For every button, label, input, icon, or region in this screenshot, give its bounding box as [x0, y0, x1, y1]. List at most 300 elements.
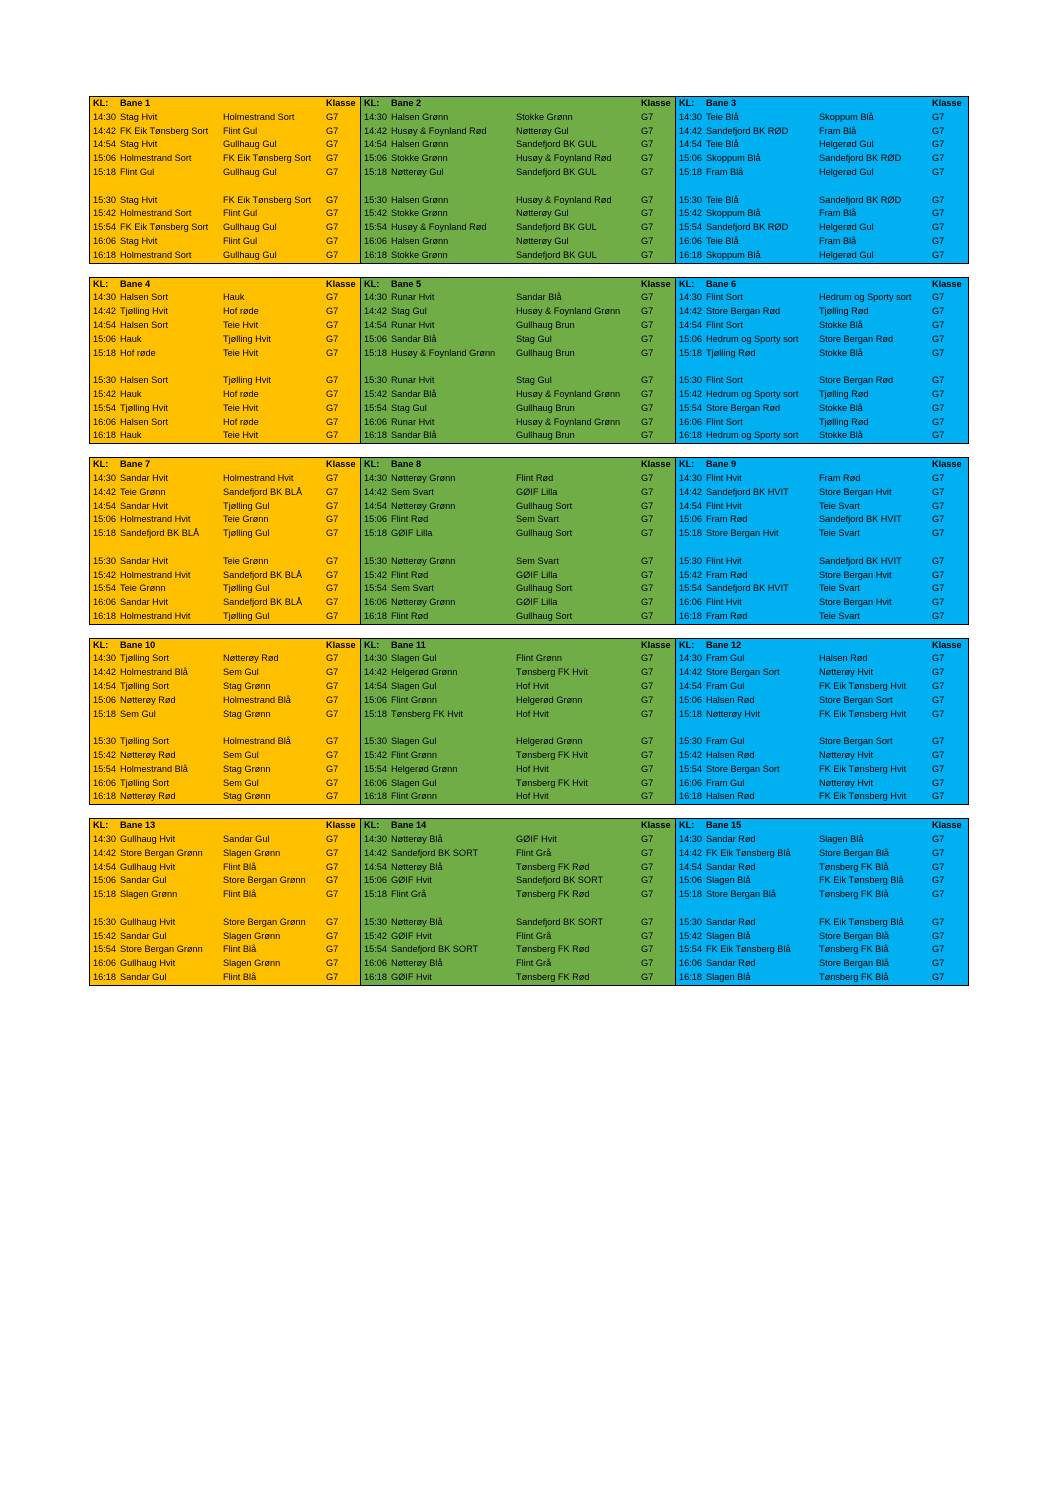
match-class: G7 [641, 972, 654, 983]
match-class: G7 [326, 500, 339, 511]
home-team: Husøy & Foynland Rød [391, 222, 487, 233]
match-row [676, 943, 968, 957]
match-time: 15:06 [679, 514, 702, 525]
away-team: Stokke Grønn [516, 111, 573, 122]
match-time: 14:42 [679, 306, 702, 317]
match-time: 14:42 [679, 667, 702, 678]
away-team: Sandefjord BK RØD [819, 153, 902, 164]
match-class: G7 [326, 750, 339, 761]
match-time: 14:54 [364, 861, 387, 872]
home-team: Nøtterøy Rød [120, 694, 176, 705]
match-row [90, 735, 360, 749]
time-header: KL: [364, 820, 380, 831]
match-time: 15:54 [679, 763, 702, 774]
away-team: Store Bergan Hvit [819, 569, 892, 580]
match-row [676, 472, 968, 486]
match-class: G7 [326, 153, 339, 164]
match-class: G7 [326, 139, 339, 150]
match-row [361, 930, 675, 944]
match-time: 16:06 [93, 958, 116, 969]
match-class: G7 [932, 597, 945, 608]
home-team: Slagen Blå [706, 972, 751, 983]
match-class: G7 [932, 930, 945, 941]
home-team: Hauk [120, 333, 142, 344]
match-row [676, 652, 968, 666]
match-time: 16:18 [93, 249, 116, 260]
match-class: G7 [641, 139, 654, 150]
match-class: G7 [326, 834, 339, 845]
round-gap [676, 180, 968, 194]
match-class: G7 [932, 125, 945, 136]
match-class: G7 [932, 667, 945, 678]
match-class: G7 [326, 235, 339, 246]
match-class: G7 [932, 375, 945, 386]
match-class: G7 [326, 861, 339, 872]
match-row [361, 971, 675, 985]
match-time: 15:42 [93, 569, 116, 580]
match-row [676, 694, 968, 708]
match-row [361, 777, 675, 791]
match-class: G7 [326, 388, 339, 399]
away-team: Sandar Blå [516, 292, 562, 303]
match-time: 15:42 [679, 208, 702, 219]
home-team: Fram Rød [706, 610, 748, 621]
class-header: Klasse [641, 459, 671, 470]
home-team: Sem Svart [391, 486, 434, 497]
match-class: G7 [641, 430, 654, 441]
match-class: G7 [641, 916, 654, 927]
home-team: Teie Blå [706, 111, 739, 122]
round-gap [361, 541, 675, 555]
away-team: Sandefjord BK GUL [516, 249, 597, 260]
match-class: G7 [641, 194, 654, 205]
match-class: G7 [932, 249, 945, 260]
match-class: G7 [932, 791, 945, 802]
match-time: 16:18 [93, 972, 116, 983]
court-column [675, 819, 968, 985]
away-team: Sandefjord BK HVIT [819, 555, 902, 566]
time-header: KL: [679, 820, 695, 831]
home-team: Slagen Gul [391, 777, 437, 788]
match-time: 15:18 [364, 708, 387, 719]
match-class: G7 [932, 834, 945, 845]
home-team: Holmestrand Sort [120, 208, 192, 219]
class-header: Klasse [641, 278, 671, 289]
match-row [676, 486, 968, 500]
match-class: G7 [932, 333, 945, 344]
home-team: Teie Grønn [120, 583, 166, 594]
home-team: Fram Rød [706, 569, 748, 580]
match-row [90, 971, 360, 985]
match-time: 15:30 [679, 194, 702, 205]
home-team: Sandar Rød [706, 916, 756, 927]
home-team: Tjølling Sort [120, 681, 170, 692]
match-class: G7 [932, 694, 945, 705]
match-time: 14:54 [93, 861, 116, 872]
match-class: G7 [932, 514, 945, 525]
away-team: Helgerød Gul [819, 249, 874, 260]
away-team: Husøy & Foynland Grønn [516, 388, 621, 399]
time-header: KL: [93, 98, 109, 108]
court-title: Bane 3 [706, 98, 737, 108]
home-team: Sandefjord BK HVIT [706, 486, 789, 497]
away-team: Fram Blå [819, 235, 857, 246]
away-team: Tønsberg FK Rød [516, 944, 590, 955]
match-time: 15:06 [364, 333, 387, 344]
match-row [676, 888, 968, 902]
match-time: 14:42 [93, 847, 116, 858]
match-row [676, 749, 968, 763]
match-row [90, 319, 360, 333]
home-team: Nøtterøy Grønn [391, 597, 456, 608]
match-time: 16:06 [364, 777, 387, 788]
match-time: 15:18 [679, 528, 702, 539]
away-team: Tjølling Gul [223, 610, 270, 621]
home-team: Teie Blå [706, 235, 739, 246]
away-team: Stokke Blå [819, 402, 863, 413]
match-class: G7 [932, 319, 945, 330]
away-team: Holmestrand Blå [223, 736, 291, 747]
match-time: 14:42 [364, 667, 387, 678]
home-team: Nøtterøy Blå [391, 958, 443, 969]
match-row [90, 749, 360, 763]
home-team: Sandar Blå [391, 388, 437, 399]
home-team: Teie Blå [706, 139, 739, 150]
match-class: G7 [932, 235, 945, 246]
match-row [90, 207, 360, 221]
match-class: G7 [932, 402, 945, 413]
match-class: G7 [641, 388, 654, 399]
match-class: G7 [932, 486, 945, 497]
match-time: 15:54 [364, 402, 387, 413]
home-team: Flint Hvit [706, 500, 742, 511]
match-time: 16:06 [93, 235, 116, 246]
match-row [676, 930, 968, 944]
away-team: Nøtterøy Gul [516, 235, 569, 246]
away-team: Holmestrand Sort [223, 111, 295, 122]
home-team: Flint Sort [706, 319, 743, 330]
match-class: G7 [326, 708, 339, 719]
home-team: Sandar Rød [706, 861, 756, 872]
away-team: Sandefjord BK SORT [516, 875, 604, 886]
away-team: Fram Blå [819, 208, 857, 219]
match-class: G7 [641, 125, 654, 136]
court-title: Bane 4 [120, 278, 151, 289]
home-team: Tjølling Hvit [120, 306, 168, 317]
match-row [361, 374, 675, 388]
home-team: Flint Sort [706, 375, 743, 386]
match-time: 16:18 [679, 972, 702, 983]
match-class: G7 [932, 958, 945, 969]
away-team: Teie Hvit [223, 430, 259, 441]
match-row [90, 194, 360, 208]
home-team: GØIF Hvit [391, 930, 432, 941]
match-time: 15:54 [364, 763, 387, 774]
away-team: Gullhaug Brun [516, 319, 575, 330]
match-class: G7 [932, 528, 945, 539]
court-header-row [676, 278, 968, 292]
court-title: Bane 1 [120, 98, 151, 108]
home-team: Slagen Blå [706, 930, 751, 941]
match-time: 14:30 [679, 834, 702, 845]
match-class: G7 [641, 597, 654, 608]
match-class: G7 [932, 111, 945, 122]
match-time: 15:54 [93, 402, 116, 413]
home-team: Helgerød Grønn [391, 763, 458, 774]
match-class: G7 [326, 875, 339, 886]
match-time: 15:06 [93, 694, 116, 705]
match-time: 16:06 [364, 235, 387, 246]
away-team: Store Bergan Blå [819, 847, 889, 858]
court-header-row [90, 97, 360, 111]
home-team: Gullhaug Hvit [120, 958, 176, 969]
match-time: 15:06 [364, 875, 387, 886]
match-row [90, 847, 360, 861]
court-column [675, 458, 968, 624]
match-time: 16:06 [93, 777, 116, 788]
home-team: Fram Gul [706, 681, 745, 692]
court-column [360, 97, 675, 263]
match-time: 14:54 [679, 319, 702, 330]
match-time: 15:18 [93, 708, 116, 719]
home-team: Slagen Gul [391, 736, 437, 747]
match-row [676, 111, 968, 125]
away-team: FK Eik Tønsberg Blå [819, 875, 904, 886]
away-team: Store Bergan Rød [819, 333, 894, 344]
match-row [361, 221, 675, 235]
match-row [361, 486, 675, 500]
round-gap [361, 902, 675, 916]
home-team: Hauk [120, 430, 142, 441]
match-row [361, 680, 675, 694]
away-team: Flint Grå [516, 847, 552, 858]
away-team: Hof røde [223, 416, 259, 427]
away-team: Tjølling Gul [223, 583, 270, 594]
home-team: Store Bergan Hvit [706, 528, 779, 539]
match-row [90, 777, 360, 791]
match-class: G7 [326, 930, 339, 941]
match-class: G7 [326, 249, 339, 260]
match-time: 16:18 [93, 430, 116, 441]
match-time: 14:30 [364, 653, 387, 664]
match-class: G7 [326, 166, 339, 177]
home-team: Stag Gul [391, 306, 427, 317]
match-class: G7 [641, 208, 654, 219]
home-team: Halsen Grønn [391, 194, 449, 205]
match-row [676, 305, 968, 319]
court-title: Bane 11 [391, 639, 426, 650]
home-team: Stokke Grønn [391, 249, 448, 260]
court-column [675, 639, 968, 805]
match-class: G7 [326, 528, 339, 539]
away-team: Gullhaug Gul [223, 139, 277, 150]
match-row [676, 125, 968, 139]
match-class: G7 [326, 847, 339, 858]
home-team: Nøtterøy Blå [391, 916, 443, 927]
match-row [361, 555, 675, 569]
match-row [90, 652, 360, 666]
match-row [676, 610, 968, 624]
match-class: G7 [641, 667, 654, 678]
home-team: Fram Gul [706, 653, 745, 664]
round-gap [90, 180, 360, 194]
match-time: 16:18 [364, 610, 387, 621]
match-class: G7 [326, 514, 339, 525]
home-team: Flint Sort [706, 416, 743, 427]
round-gap [90, 721, 360, 735]
match-time: 15:18 [679, 889, 702, 900]
court-group-block [89, 96, 969, 264]
home-team: Store Bergan Sort [706, 763, 780, 774]
match-row [90, 472, 360, 486]
home-team: Sandar Rød [706, 834, 756, 845]
match-time: 15:54 [364, 944, 387, 955]
home-team: Runar Hvit [391, 375, 435, 386]
match-time: 16:06 [679, 958, 702, 969]
home-team: Flint Grønn [391, 694, 437, 705]
home-team: Tjølling Hvit [120, 402, 168, 413]
away-team: FK Eik Tønsberg Hvit [819, 681, 907, 692]
home-team: Halsen Sort [120, 319, 169, 330]
away-team: GØIF Lilla [516, 569, 558, 580]
match-row [361, 610, 675, 624]
home-team: Store Bergan Sort [706, 667, 780, 678]
home-team: Sem Gul [120, 708, 156, 719]
match-class: G7 [932, 889, 945, 900]
match-row [90, 708, 360, 722]
match-row [361, 596, 675, 610]
match-row [361, 194, 675, 208]
away-team: FK Eik Tønsberg Sort [223, 194, 312, 205]
away-team: Hof røde [223, 306, 259, 317]
away-team: Slagen Blå [819, 834, 864, 845]
away-team: Sandefjord BK BLÅ [223, 569, 303, 580]
away-team: Helgerød Gul [819, 139, 874, 150]
away-team: Husøy & Foynland Grønn [516, 306, 621, 317]
match-time: 14:42 [679, 486, 702, 497]
match-class: G7 [641, 249, 654, 260]
away-team: Sandefjord BK GUL [516, 166, 597, 177]
match-time: 15:42 [93, 750, 116, 761]
home-team: Fram Blå [706, 166, 744, 177]
away-team: Hof røde [223, 388, 259, 399]
home-team: Gullhaug Hvit [120, 834, 176, 845]
match-row [361, 861, 675, 875]
home-team: Tjølling Sort [120, 777, 170, 788]
match-row [90, 694, 360, 708]
match-row [676, 513, 968, 527]
home-team: Stag Hvit [120, 139, 158, 150]
match-row [90, 874, 360, 888]
match-row [90, 221, 360, 235]
match-class: G7 [326, 430, 339, 441]
court-header-row [361, 278, 675, 292]
match-row [676, 319, 968, 333]
match-time: 15:18 [93, 528, 116, 539]
match-class: G7 [932, 208, 945, 219]
away-team: Store Bergan Blå [819, 930, 889, 941]
match-row [676, 388, 968, 402]
match-time: 15:30 [93, 736, 116, 747]
away-team: Nøtterøy Gul [516, 125, 569, 136]
class-header: Klasse [932, 820, 962, 831]
court-column [360, 458, 675, 624]
match-class: G7 [932, 583, 945, 594]
home-team: Tjølling Rød [706, 347, 756, 358]
away-team: Store Bergan Grønn [223, 875, 306, 886]
match-row [90, 582, 360, 596]
home-team: Holmestrand Hvit [120, 514, 191, 525]
match-class: G7 [932, 430, 945, 441]
home-team: Helgerød Grønn [391, 667, 458, 678]
match-class: G7 [326, 486, 339, 497]
away-team: Tjølling Rød [819, 388, 869, 399]
court-header-row [90, 278, 360, 292]
away-team: Stag Gul [516, 333, 552, 344]
match-class: G7 [326, 306, 339, 317]
home-team: Nøtterøy Grønn [391, 555, 456, 566]
match-row [90, 555, 360, 569]
match-row [676, 333, 968, 347]
match-row [676, 207, 968, 221]
match-row [90, 111, 360, 125]
court-title: Bane 2 [391, 98, 422, 108]
match-class: G7 [326, 777, 339, 788]
match-time: 15:06 [679, 153, 702, 164]
match-class: G7 [932, 708, 945, 719]
match-row [361, 125, 675, 139]
match-time: 14:54 [364, 139, 387, 150]
away-team: Flint Rød [516, 472, 554, 483]
home-team: Halsen Rød [706, 694, 755, 705]
match-time: 14:42 [93, 486, 116, 497]
match-class: G7 [932, 292, 945, 303]
match-time: 15:54 [93, 944, 116, 955]
match-class: G7 [932, 861, 945, 872]
match-time: 14:54 [679, 500, 702, 511]
match-time: 15:18 [364, 528, 387, 539]
away-team: Nøtterøy Hvit [819, 750, 874, 761]
court-column [360, 278, 675, 444]
home-team: Flint Grønn [391, 791, 437, 802]
round-gap [676, 541, 968, 555]
match-class: G7 [326, 958, 339, 969]
match-class: G7 [932, 306, 945, 317]
match-class: G7 [326, 597, 339, 608]
home-team: Stag Hvit [120, 194, 158, 205]
away-team: FK Eik Tønsberg Hvit [819, 708, 907, 719]
court-column [360, 639, 675, 805]
home-team: Gullhaug Hvit [120, 916, 176, 927]
match-row [361, 916, 675, 930]
match-class: G7 [932, 388, 945, 399]
home-team: Teie Blå [706, 194, 739, 205]
court-title: Bane 6 [706, 278, 737, 289]
away-team: Sem Gul [223, 667, 259, 678]
home-team: GØIF Hvit [391, 875, 432, 886]
home-team: FK Eik Tønsberg Sort [120, 222, 209, 233]
time-header: KL: [93, 459, 109, 470]
court-group-block [89, 277, 969, 445]
match-time: 15:06 [364, 694, 387, 705]
court-header-row [676, 97, 968, 111]
court-column [360, 819, 675, 985]
match-class: G7 [641, 306, 654, 317]
match-time: 16:06 [93, 416, 116, 427]
away-team: Store Bergan Sort [819, 736, 893, 747]
match-time: 15:18 [93, 166, 116, 177]
away-team: Fram Blå [819, 125, 857, 136]
